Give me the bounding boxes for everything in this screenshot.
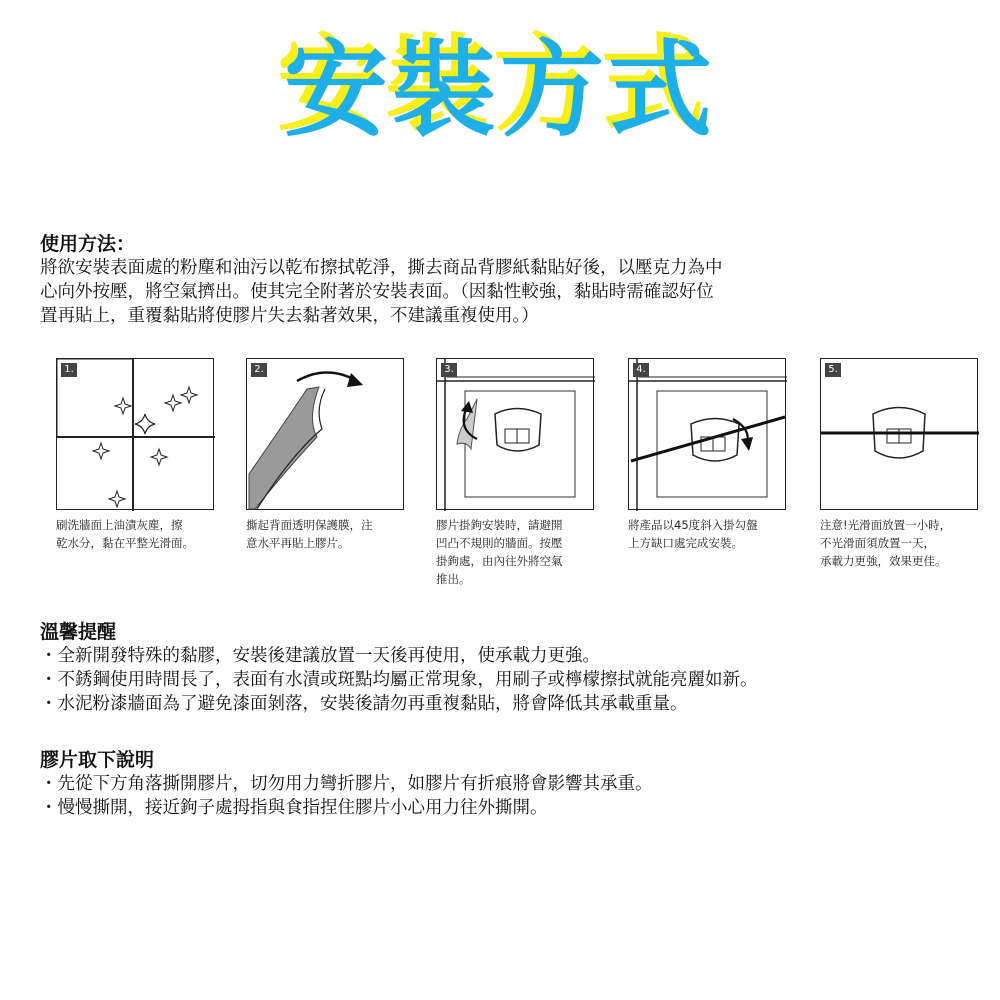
step-1 [56, 358, 216, 552]
tips-section [40, 620, 970, 716]
removal-heading: 膠片取下說明 [40, 749, 155, 771]
mount-hook-icon [437, 359, 595, 511]
usage-line: 置再貼上，重覆黏貼將使膠片失去黏著效果，不建議重複使用。） [40, 306, 539, 326]
tips-item: ・全新開發特殊的黏膠，安裝後建議放置一天後再使用，使承載力更強。 [40, 646, 600, 666]
usage-section [40, 232, 970, 328]
tips-item: ・水泥粉漆牆面為了避免漆面剝落，安裝後請勿再重複黏貼，將會降低其承載重量。 [40, 694, 688, 714]
step-caption [246, 516, 421, 552]
caption-line: 刷洗牆面上油漬灰塵，擦 [56, 518, 183, 532]
peel-film-icon [247, 359, 405, 511]
removal-item: ・先從下方角落撕開膠片，切勿用力彎折膠片，如膠片有折痕將會影響其承重。 [40, 774, 653, 794]
caption-line: 注意!光滑面放置一小時， [820, 518, 952, 532]
caption-line: 掛鉤處，由內往外將空氣 [436, 554, 563, 568]
step-5-illustration [820, 358, 978, 510]
caption-line: 將產品以45度斜入掛勾盤 [628, 518, 758, 532]
caption-line: 乾水分，黏在平整光滑面。 [56, 536, 194, 550]
step-number: 2. [251, 363, 267, 377]
caption-line: 膠片掛鉤安裝時，請避開 [436, 518, 563, 532]
step-number: 5. [825, 363, 841, 377]
step-caption [56, 516, 231, 552]
removal-item: ・慢慢撕開，接近鉤子處拇指與食指捏住膠片小心用力往外撕開。 [40, 798, 548, 818]
step-2 [246, 358, 406, 552]
caption-line: 意水平再貼上膠片。 [246, 536, 350, 550]
caption-line: 撕起背面透明保護膜，注 [246, 518, 373, 532]
steps-row [56, 358, 976, 608]
caption-line: 上方缺口處完成安裝。 [628, 536, 743, 550]
page-title: 安裝方式 [283, 29, 716, 151]
step-caption [436, 516, 611, 588]
usage-line: 心向外按壓，將空氣擠出。使其完全附著於安裝表面。（因黏性較強，黏貼時需確認好位 [40, 282, 714, 302]
step-caption [820, 516, 995, 570]
tips-item: ・不銹鋼使用時間長了，表面有水漬或斑點均屬正常現象，用刷子或檸檬擦拭就能亮麗如新。 [40, 670, 758, 690]
step-3 [436, 358, 596, 588]
insert-rod-icon [629, 359, 787, 511]
step-caption [628, 516, 803, 552]
step-2-illustration [246, 358, 404, 510]
caption-line: 推出。 [436, 572, 471, 586]
step-5 [820, 358, 980, 570]
step-number: 3. [441, 363, 457, 377]
step-3-illustration [436, 358, 594, 510]
usage-line: 將欲安裝表面處的粉塵和油污以乾布擦拭乾淨，撕去商品背膠紙黏貼好後，以壓克力為中 [40, 258, 723, 278]
caption-line: 承載力更強，效果更佳。 [820, 554, 947, 568]
installed-hook-icon [821, 359, 979, 511]
tips-heading: 溫馨提醒 [40, 621, 117, 643]
caption-line: 不光滑面須放置一天， [820, 536, 935, 550]
removal-section [40, 748, 970, 820]
step-4 [628, 358, 788, 552]
caption-line: 凹凸不規則的牆面。按壓 [436, 536, 563, 550]
step-number: 4. [633, 363, 649, 377]
step-number: 1. [61, 363, 77, 377]
usage-heading: 使用方法： [40, 233, 136, 255]
wall-tiles-sparkle-icon [57, 359, 215, 511]
step-4-illustration [628, 358, 786, 510]
step-1-illustration [56, 358, 214, 510]
